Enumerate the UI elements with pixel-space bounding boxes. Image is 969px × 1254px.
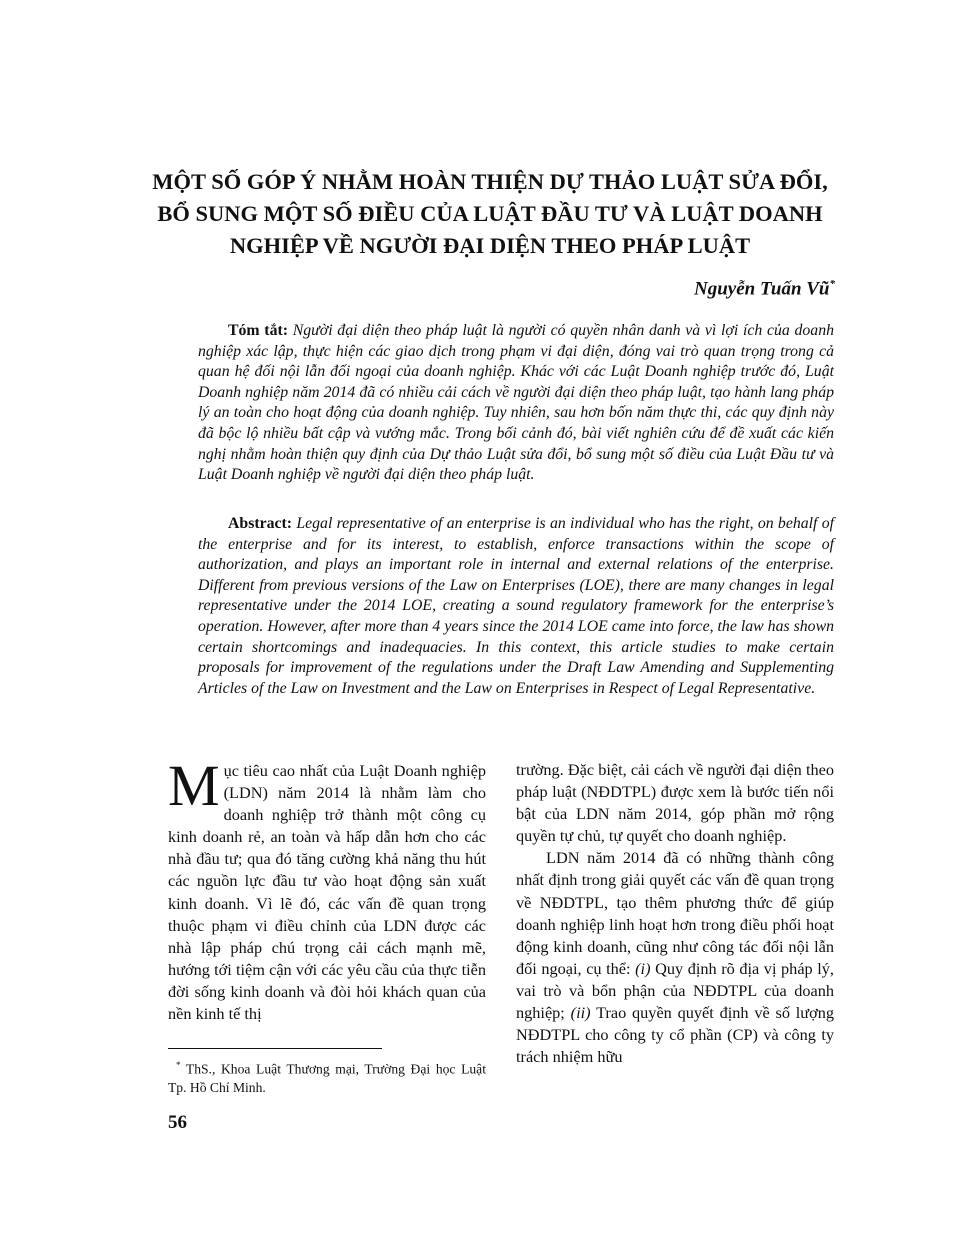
- author-name: [694, 278, 835, 300]
- body-right-paragraph-2: [516, 847, 834, 1068]
- body-column-left: [168, 753, 486, 1025]
- list-marker-i: (i): [635, 958, 651, 978]
- author-text: Nguyễn Tuấn Vũ: [694, 278, 830, 300]
- body-right-p2-b: Quy định rõ địa vị pháp lý, vai trò và bổn phận của NĐDTPL của doanh nghiệp;: [516, 958, 834, 1023]
- body-right-p2-c: Trao quyền quyết định về số lượng NĐDTPL cho công ty cổ phần (CP) và công ty trách nhiệm hữu: [516, 1003, 835, 1067]
- body-right-p2-a: LDN năm 2014 đã có những thành công nhất định trong giải quyết các vấn đề quan trọng về NĐDTPL, tạo thêm phương thức để giúp doanh nghiệp linh hoạt hơn trong điều phối hoạt động kinh doanh, cũng như công tác đối nội lẫn đối ngoại, cụ thể:: [516, 848, 834, 978]
- article-title: MỘT SỐ GÓP Ý NHẰM HOÀN THIỆN DỰ THẢO LUẬT SỬA ĐỔI, BỔ SUNG MỘT SỐ ĐIỀU CỦA LUẬT ĐẦU TƯ VÀ LUẬT DOANH NGHIỆP VỀ NGƯỜI ĐẠI DIỆN THEO PHÁP LUẬT: [152, 169, 828, 258]
- author-footnote-mark: *: [829, 278, 835, 290]
- abstract-english: [198, 514, 834, 699]
- abstract-vn-text: Người đại diện theo pháp luật là người có quyền nhân danh và vì lợi ích của doanh nghiệp xác lập, thực hiện các giao dịch trong phạm vi đại diện, đóng vai trò quan trọng trong cả quan hệ đối nội lẫn đối ngoại của doanh nghiệp. Khác với các Luật Doanh nghiệp trước đó, Luật Doanh nghiệp năm 2014 đã có nhiều cải cách về người đại diện theo pháp luật, tạo hành lang pháp lý an toàn cho hoạt động của doanh nghiệp. Tuy nhiên, sau hơn bốn năm thực thi, các quy định này đã bộc lộ nhiều bất cập và vướng mắc. Trong bối cảnh đó, bài viết nghiên cứu để đề xuất các kiến nghị nhằm hoàn thiện quy định của Dự thảo Luật sửa đổi, bổ sung một số điều của Luật Đầu tư và Luật Doanh nghiệp về người đại diện theo pháp luật.: [198, 322, 834, 484]
- footnote: [168, 1056, 486, 1097]
- page-number: 56: [168, 1112, 187, 1133]
- body-column-right: [516, 759, 834, 1068]
- drop-cap: M: [168, 753, 220, 818]
- footnote-mark: *: [176, 1060, 181, 1070]
- abstract-en-label: Abstract:: [228, 515, 293, 532]
- abstract-vn-label: Tóm tắt:: [228, 322, 288, 339]
- footnote-text: ThS., Khoa Luật Thương mại, Trường Đại học Luật Tp. Hồ Chí Minh.: [168, 1061, 486, 1095]
- body-right-paragraph-1: trường. Đặc biệt, cải cách về người đại diện theo pháp luật (NĐDTPL) được xem là bước tiến nổi bật của LDN năm 2014, góp phần mở rộng quyền tự chủ, tự quyết cho doanh nghiệp.: [516, 760, 834, 846]
- footnote-divider: [168, 1048, 382, 1049]
- list-marker-ii: (ii): [570, 1003, 591, 1023]
- abstract-en-text: Legal representative of an enterprise is an individual who has the right, on behalf of the enterprise and for its interest, to establish, enforce transactions within the scope of authorization, and plays an important role in internal and external relations of the enterprise. Different from previous versions of the Law on Enterprises (LOE), there are many changes in legal representative under the 2014 LOE, creating a sound regulatory framework for the enterprise’s operation. However, after more than 4 years since the 2014 LOE came into force, the law has shown certain shortcomings and inadequacies. In this context, this article studies to make certain proposals for improvement of the regulations under the Draft Law Amending and Supplementing Articles of the Law on Investment and the Law on Enterprises in Respect of Legal Representative.: [198, 515, 834, 697]
- abstract-vietnamese: [198, 321, 834, 486]
- body-left-text: ục tiêu cao nhất của Luật Doanh nghiệp (LDN) năm 2014 là nhằm làm cho doanh nghiệp trở thành một công cụ kinh doanh rẻ, an toàn và hấp dẫn hơn cho các nhà đầu tư; qua đó tăng cường khả năng thu hút các nguồn lực đầu tư vào hoạt động sản xuất kinh doanh. Vì lẽ đó, các vấn đề quan trọng thuộc phạm vi điều chỉnh của LDN được các nhà lập pháp chú trọng cải cách mạnh mẽ, hướng tới tiệm cận với các yêu cầu của thực tiễn đời sống kinh doanh và đòi hỏi khách quan của nền kinh tế thị: [168, 761, 486, 1024]
